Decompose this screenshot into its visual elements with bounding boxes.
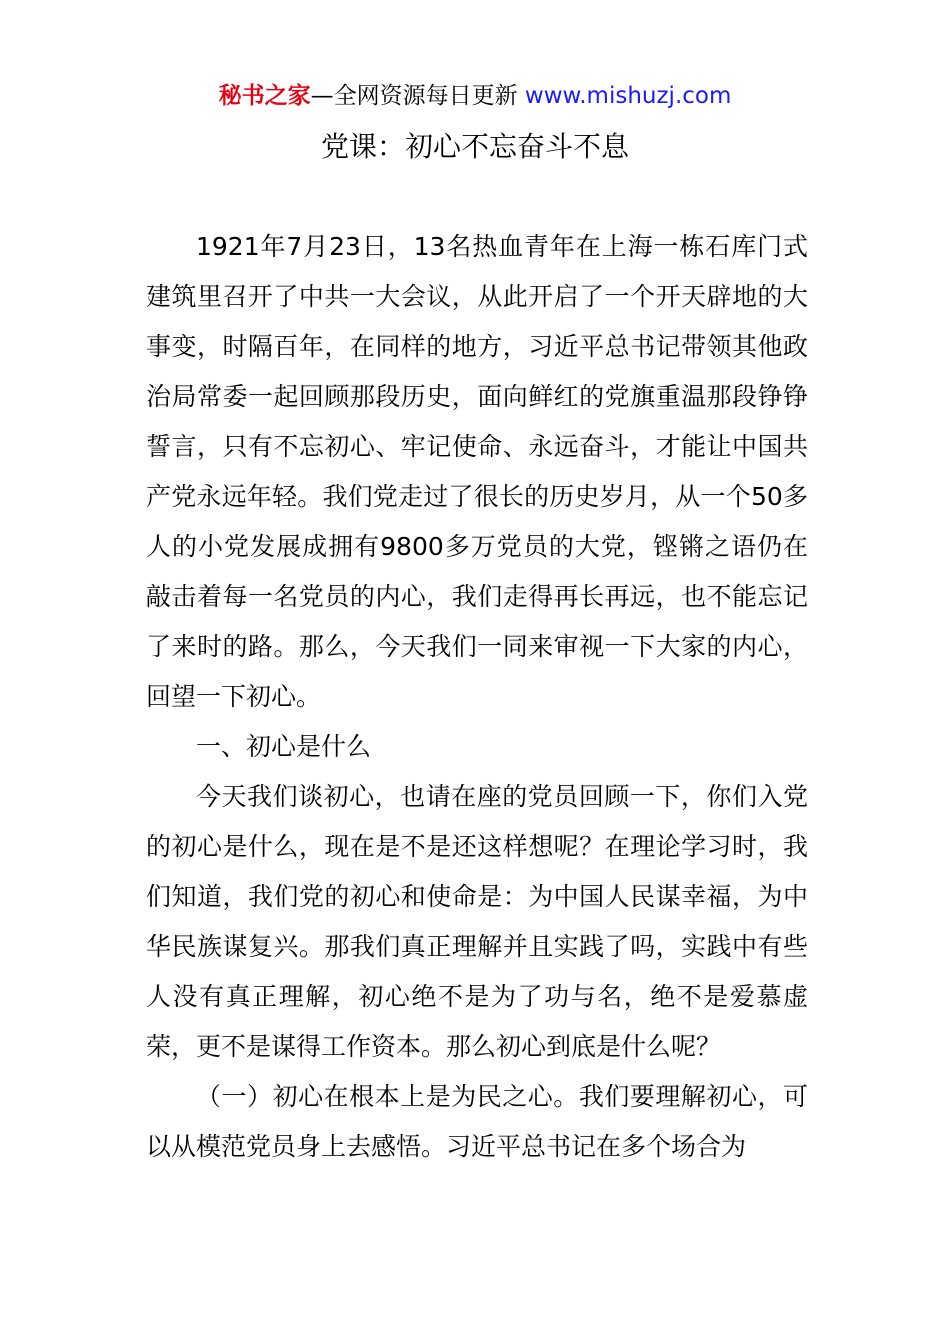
subsection-paragraph: （一）初心在根本上是为民之心。我们要理解初心，可以从模范党员身上去感悟。习近平总书记在多个场合为 bbox=[146, 1082, 808, 1161]
body-paragraph: 今天我们谈初心，也请在座的党员回顾一下，你们入党的初心是什么，现在是不是还这样想呢？在理论学习时，我们知道，我们党的初心和使命是：为中国人民谋幸福，为中华民族谋复兴。那我们真正理解并且实践了吗，实践中有些人没有真正理解，初心绝不是为了功与名，绝不是爱慕虚荣，更不是谋得工作资本。那么初心到底是什么呢？ bbox=[146, 782, 808, 1061]
header-tagline: —全网资源每日更新 bbox=[310, 83, 525, 109]
site-url-link[interactable]: www.mishuzj.com bbox=[524, 83, 732, 109]
intro-paragraph: 1921年7月23日，13名热血青年在上海一栋石库门式建筑里召开了中共一大会议，从此开启了一个开天辟地的大事变，时隔百年，在同样的地方，习近平总书记带领其他政治局常委一起回顾那段历史，面向鲜红的党旗重温那段铮铮誓言，只有不忘初心、牢记使命、永远奋斗，才能让中国共产党永远年轻。我们党走过了很长的历史岁月，从一个50多人的小党发展成拥有9800多万党员的大党，铿锵之语仍在敲击着每一名党员的内心，我们走得再长再远，也不能忘记了来时的路。那么，今天我们一同来审视一下大家的内心，回望一下初心。 bbox=[146, 232, 808, 711]
section-heading: 一、初心是什么 bbox=[196, 732, 372, 761]
document-title: 党课：初心不忘奋斗不息 bbox=[320, 130, 629, 163]
site-header bbox=[0, 80, 950, 112]
document-body bbox=[146, 222, 808, 1172]
brand-name: 秘书之家 bbox=[218, 83, 311, 109]
